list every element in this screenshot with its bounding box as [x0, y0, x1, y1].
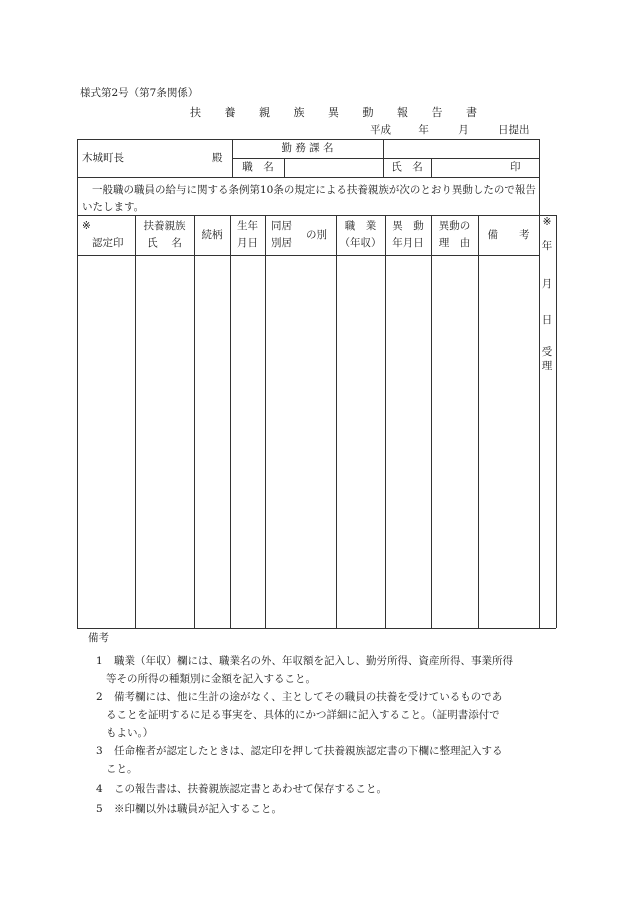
department-label: 勤 務 課 名: [281, 142, 334, 154]
note-text: この報告書は、扶養親族認定書とあわせて保存すること。: [114, 783, 387, 795]
date-year[interactable]: 年: [418, 124, 429, 136]
seal-label: 印: [510, 161, 521, 173]
col-header-cohabit-suffix: の別: [306, 229, 327, 241]
note-number: 4: [96, 783, 103, 795]
note-text: 任命権者が認定したときは、認定印を押して扶養親族認定書の下欄に整理記入する: [114, 745, 503, 757]
receipt-char-month: 月: [541, 278, 553, 290]
col-header-cohabit-line2: 別居: [271, 237, 292, 249]
notes-title: 備考: [88, 632, 109, 644]
note-text-cont: ることを証明するに足る事実を、具体的にかつ詳細に記入すること。（証明書添付で: [106, 709, 500, 721]
birth-date-field[interactable]: [231, 256, 265, 628]
occupation-field[interactable]: [337, 256, 385, 628]
note-number: 3: [96, 745, 103, 757]
receipt-char-process: 理: [541, 360, 553, 372]
addressee-honorific: 殿: [212, 152, 223, 164]
submission-date-line: [360, 124, 540, 137]
note-item: [96, 780, 566, 798]
col-header-birth-line2: 月日: [237, 237, 258, 249]
col-header-occupation-line1: 職 業: [344, 220, 377, 232]
intro-text: 一般職の職員の給与に関する条例第10条の規定による扶養親族が次のとおり異動したので報告いたします。: [82, 184, 536, 213]
note-number: 2: [96, 691, 103, 703]
name-label: 氏 名: [391, 161, 423, 173]
col-header-relationship: 続柄: [201, 229, 223, 241]
dependent-name-field[interactable]: [136, 256, 194, 628]
form-number-label: 様式第2号（第7条関係）: [80, 87, 199, 99]
col-header-dependent-line1: 扶養親族: [143, 220, 186, 232]
change-date-field[interactable]: [386, 256, 431, 628]
col-mark-1: ※: [82, 220, 91, 232]
col-header-cohabit-line1: 同居: [271, 220, 292, 232]
note-item: [96, 800, 566, 818]
document-title: 扶 養 親 族 異 動 報 告 書: [190, 106, 487, 119]
remarks-field[interactable]: [479, 256, 539, 628]
note-item: [96, 688, 566, 742]
change-reason-field[interactable]: [432, 256, 478, 628]
col-header-dependent-line2: 氏 名: [147, 237, 182, 249]
col-header-occupation-line2: （年収）: [339, 237, 382, 249]
note-text-cont: もよい。）: [106, 727, 154, 739]
col-header-change-date-line2: 年月日: [392, 237, 424, 249]
receipt-char-receive: 受: [541, 346, 553, 358]
note-item: [96, 742, 566, 778]
approval-seal-field[interactable]: [78, 256, 135, 628]
position-label: 職 名: [242, 161, 274, 173]
note-text: 職業（年収）欄には、職業名の外、年収額を記入し、勤労所得、資産所得、事業所得: [114, 655, 513, 667]
note-text-cont: こと。: [106, 763, 138, 775]
note-text: 備考欄には、他に生計の途がなく、主としてその職員の扶養を受けているものであ: [114, 691, 503, 703]
receipt-char-year: 年: [541, 240, 553, 252]
date-month[interactable]: 月: [458, 124, 469, 136]
department-field[interactable]: [384, 139, 539, 158]
note-text: ※印欄以外は職員が記入すること。: [114, 803, 282, 815]
receipt-char-day: 日: [541, 314, 553, 326]
col-header-change-date-line1: 異 動: [392, 220, 424, 232]
receipt-mark: ※: [542, 216, 552, 228]
col-header-birth-line1: 生年: [237, 220, 258, 232]
col-header-approval-seal: 認定印: [92, 237, 124, 249]
note-text-cont: 等その所得の種類別に金額を記入すること。: [106, 673, 316, 685]
note-number: 1: [96, 655, 103, 667]
note-number: 5: [96, 803, 103, 815]
note-item: [96, 652, 566, 688]
col-header-change-reason-line2: 理 由: [438, 237, 471, 249]
relationship-field[interactable]: [195, 256, 230, 628]
date-era: 平成: [370, 124, 391, 136]
col-header-change-reason-line1: 異動の: [438, 220, 471, 232]
position-field[interactable]: [285, 158, 383, 177]
cohabit-field[interactable]: [266, 256, 336, 628]
date-day-submit[interactable]: 日提出: [498, 124, 530, 136]
addressee: 木城町長: [82, 152, 124, 164]
col-header-remarks: 備 考: [487, 229, 530, 241]
